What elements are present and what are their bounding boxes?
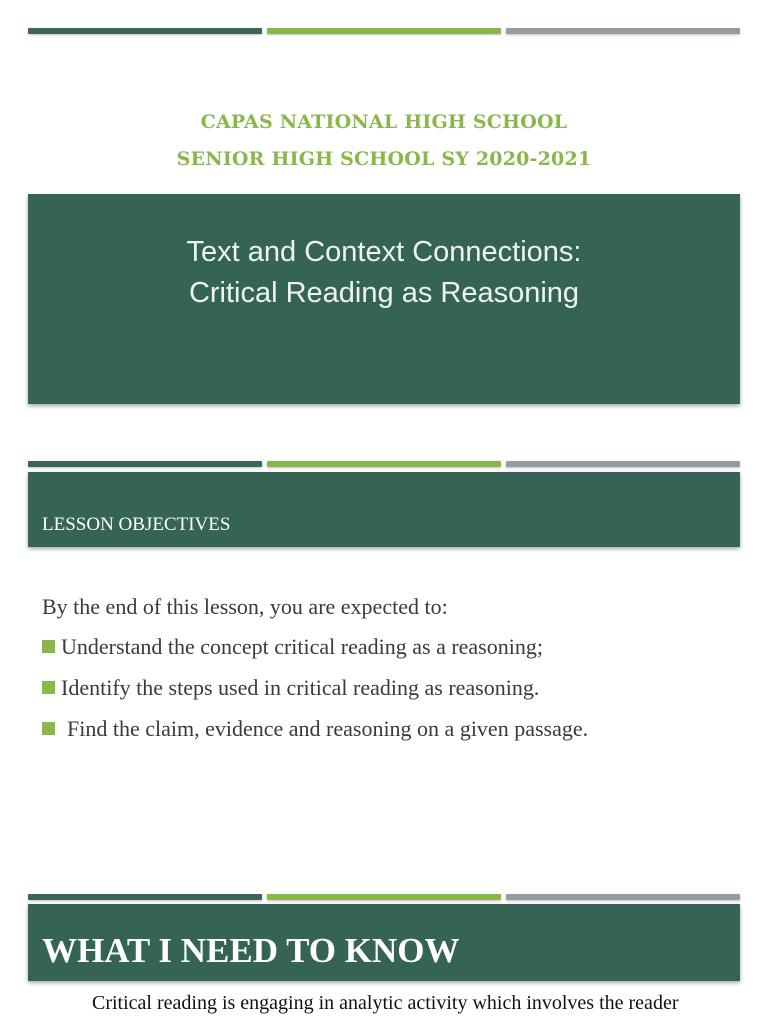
square-bullet-icon [42, 681, 55, 694]
title-panel [28, 194, 740, 404]
lesson-title [28, 232, 740, 314]
objective-item [42, 673, 752, 714]
need-to-know-heading: WHAT I NEED TO KNOW [42, 931, 460, 970]
accent-segment-green [267, 28, 501, 34]
square-bullet-icon [42, 722, 55, 735]
objectives-content [42, 592, 752, 755]
lesson-title-line-2: Critical Reading as Reasoning [188, 277, 580, 309]
school-program: SENIOR HIGH SCHOOL SY 2020-2021 [176, 148, 592, 170]
accent-segment-gray [506, 894, 740, 900]
lesson-title-line-1: Text and Context Connections: [186, 236, 582, 268]
accent-segment-green [267, 461, 501, 467]
objective-text: Identify the steps used in critical reading as reasoning. [61, 675, 540, 700]
need-to-know-body: Critical reading is engaging in analytic activity which involves the reader [92, 992, 679, 1014]
need-to-know-panel [28, 904, 740, 981]
school-header [0, 104, 768, 178]
objective-text: Find the claim, evidence and reasoning on a given passage. [67, 716, 589, 741]
objective-item [42, 632, 752, 673]
objectives-intro: By the end of this lesson, you are expected to: [42, 594, 448, 619]
top-accent-bar [28, 28, 740, 36]
accent-segment-gray [506, 28, 740, 34]
objectives-heading: LESSON OBJECTIVES [42, 514, 231, 535]
square-bullet-icon [42, 640, 55, 653]
objective-item [42, 714, 752, 755]
accent-segment-dark [28, 461, 262, 467]
accent-segment-green [267, 894, 501, 900]
objectives-panel [28, 472, 740, 547]
need-accent-bar [28, 894, 740, 902]
accent-segment-dark [28, 28, 262, 34]
objectives-accent-bar [28, 461, 740, 469]
objective-text: Understand the concept critical reading as a reasoning; [61, 634, 543, 659]
accent-segment-gray [506, 461, 740, 467]
accent-segment-dark [28, 894, 262, 900]
school-name: CAPAS NATIONAL HIGH SCHOOL [200, 111, 568, 133]
